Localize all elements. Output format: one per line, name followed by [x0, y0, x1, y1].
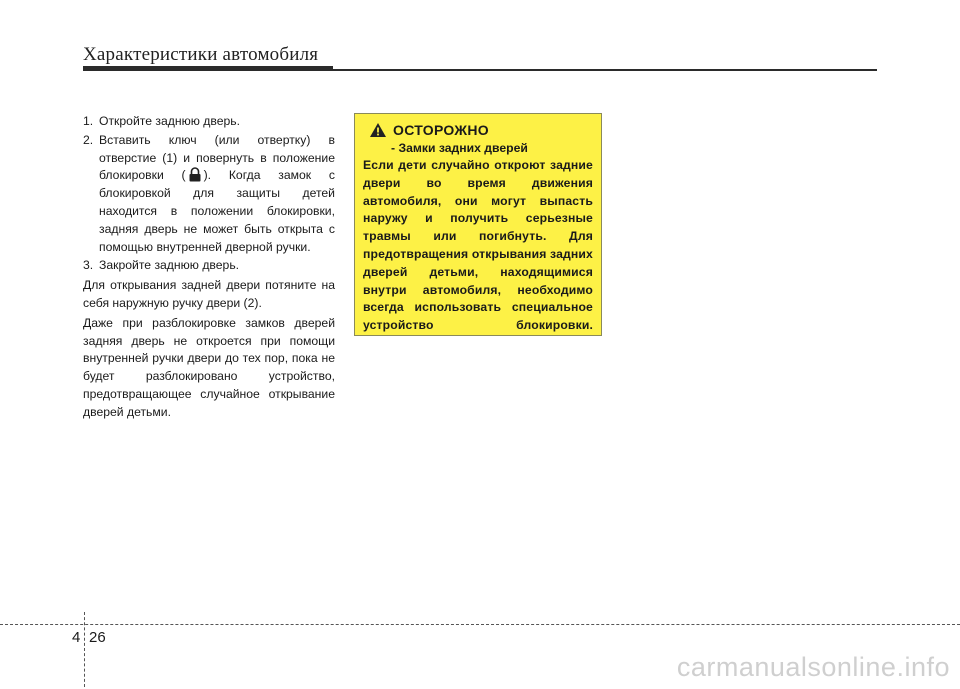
page-number: 26 [89, 629, 106, 646]
paragraph-open-door: Для открывания задней двери потяните на себя наружную ручку двери (2). [83, 278, 335, 310]
header-rule-thick [83, 66, 333, 71]
footer-divider-horizontal [0, 624, 960, 625]
footer-divider-vertical [84, 612, 85, 687]
warning-title: ОСТОРОЖНО [393, 122, 489, 138]
watermark: carmanualsonline.info [676, 652, 950, 682]
instructions-column [83, 113, 335, 424]
step-text-after: ). Когда замок с блокировкой для защиты детей находится в положении блокировки, задняя дверь не может быть открыта с помощью внутренней дверной ручки. [99, 168, 335, 254]
step-number: 2. [83, 132, 94, 147]
warning-subtitle: - Замки задних дверей [391, 141, 528, 155]
header-rule-thin [333, 69, 877, 71]
step-2 [83, 132, 335, 257]
paragraph-unlock-note: Даже при разблокировке замков дверей задняя дверь не откроется при помощи внутренней ручки двери до тех пор, пока не будет разблокировано устройство, предотвращающее случайное открывание дверей детьми. [83, 315, 335, 419]
chapter-number: 4 [72, 629, 81, 646]
warning-triangle-icon [369, 122, 387, 138]
step-1 [83, 113, 335, 131]
lock-icon [188, 167, 202, 182]
step-number: 1. [83, 114, 94, 128]
step-number: 3. [83, 258, 94, 273]
warning-header [369, 122, 593, 138]
warning-body: Если дети случайно откроют задние двери во время движения автомобиля, они могут выпасть наружу и получить серьезные травмы или погибнуть. Для предотвращения открывания задних дверей детьми, находящимися внутри автомобиля, необходимо всегда использовать специальное устройство блокировки. [363, 158, 593, 333]
step-3 [83, 257, 335, 275]
step-text-before: Вставить ключ (или отвертку) в отверстие (1) и повернуть в положение блокировки ( [99, 132, 335, 183]
step-text: Откройте заднюю дверь. [99, 114, 240, 128]
warning-box [354, 113, 602, 336]
step-text: Закройте заднюю дверь. [99, 258, 240, 273]
step-text [99, 132, 335, 257]
page-header-title: Характеристики автомобиля [83, 44, 319, 65]
